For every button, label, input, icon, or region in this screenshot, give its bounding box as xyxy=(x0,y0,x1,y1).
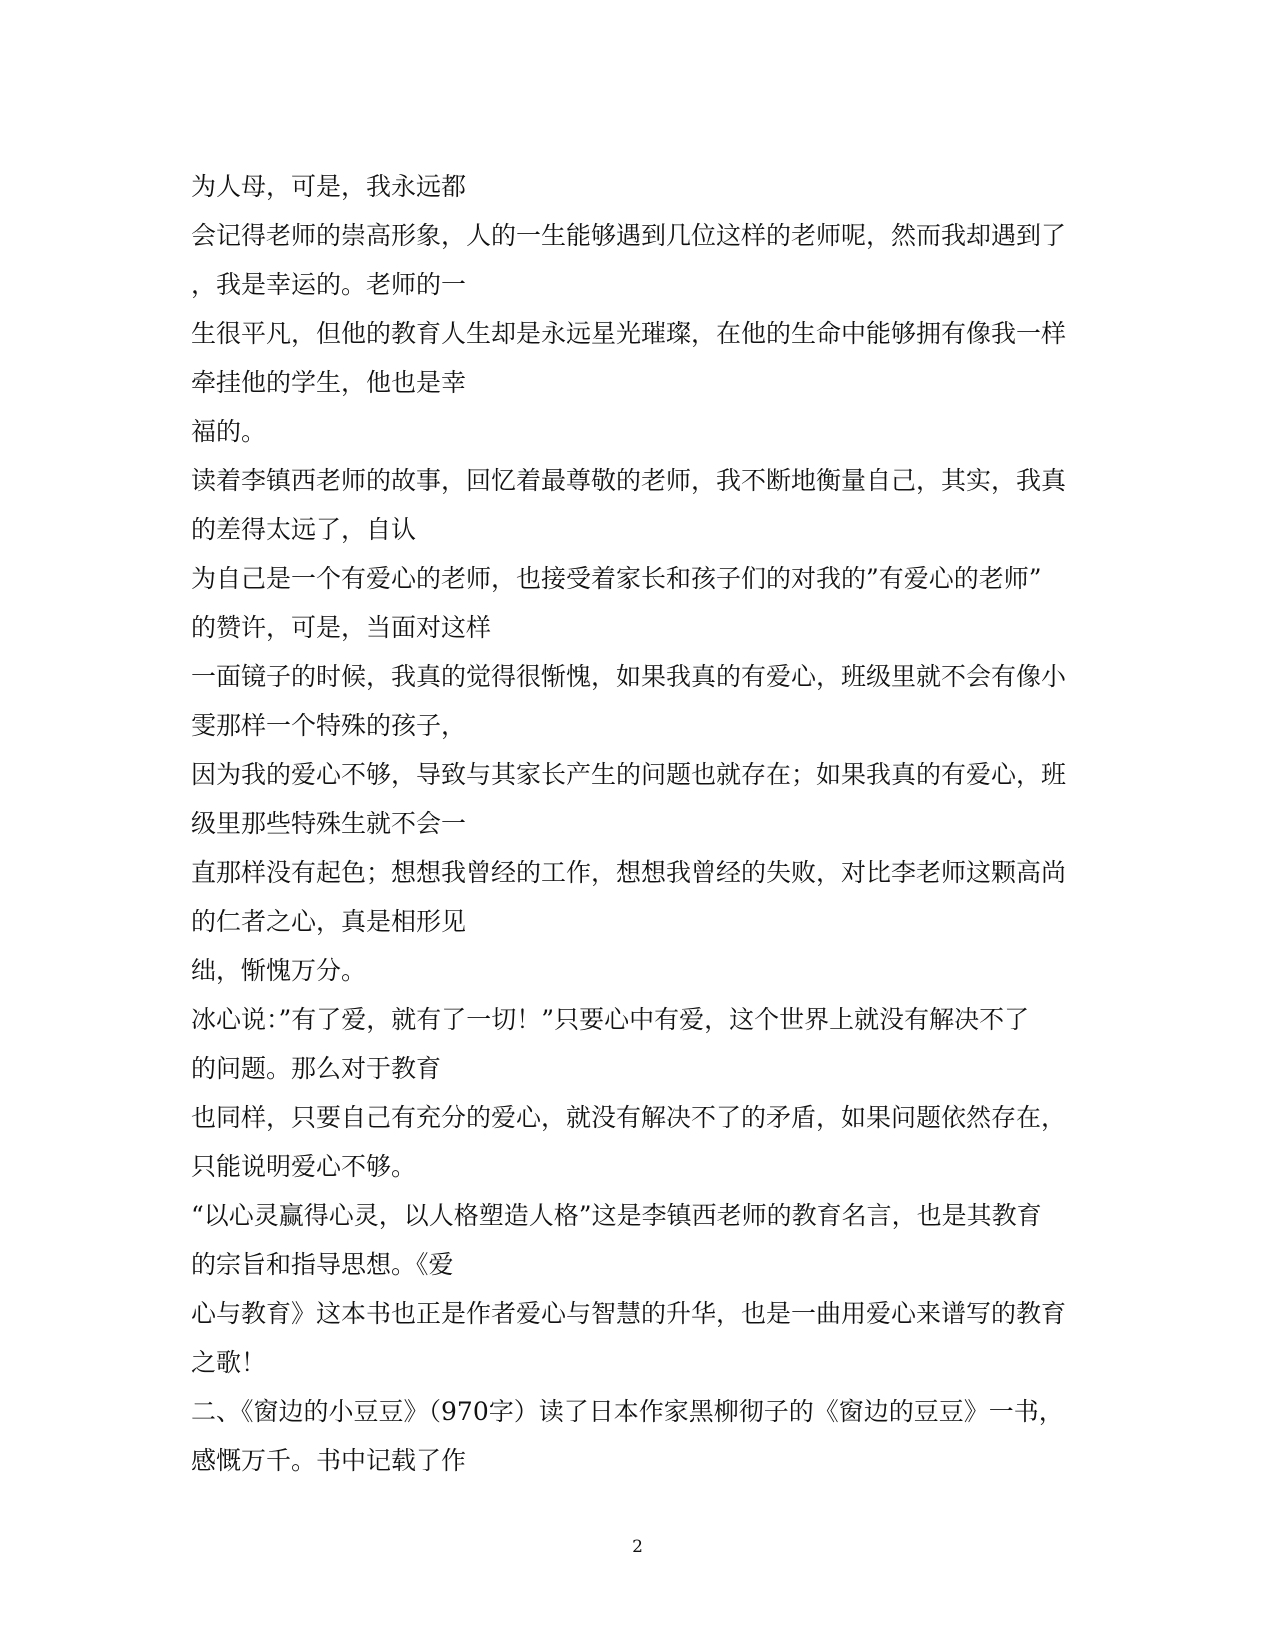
text-line: 的差得太远了，自认 xyxy=(191,515,417,544)
text-line: “以心灵赢得心灵，以人格塑造人格”这是李镇西老师的教育名言，也是其教育 xyxy=(191,1201,1042,1230)
text-line: 生很平凡，但他的教育人生却是永远星光璀璨，在他的生命中能够拥有像我一样 xyxy=(191,319,1067,348)
text-line: 之歌！ xyxy=(191,1348,267,1377)
text-line: 只能说明爱心不够。 xyxy=(191,1152,417,1181)
page-number: 2 xyxy=(632,1537,643,1557)
text-line: 的仁者之心，真是相形见 xyxy=(191,907,467,936)
text-line: 雯那样一个特殊的孩子， xyxy=(191,711,467,740)
text-line: 心与教育》这本书也正是作者爱心与智慧的升华，也是一曲用爱心来谱写的教育 xyxy=(191,1299,1067,1328)
text-line: 会记得老师的崇高形象，人的一生能够遇到几位这样的老师呢，然而我却遇到了 xyxy=(191,221,1067,250)
text-line: 级里那些特殊生就不会一 xyxy=(191,809,467,838)
text-line: 一面镜子的时候，我真的觉得很惭愧，如果我真的有爱心，班级里就不会有像小 xyxy=(191,662,1067,691)
text-line: 的问题。那么对于教育 xyxy=(191,1054,442,1083)
text-line: 的赞许，可是，当面对这样 xyxy=(191,613,492,642)
text-line: 直那样没有起色；想想我曾经的工作，想想我曾经的失败，对比李老师这颗高尚 xyxy=(191,858,1067,887)
text-line: 感慨万千。书中记载了作 xyxy=(191,1446,467,1475)
text-line: 为人母，可是，我永远都 xyxy=(191,172,467,201)
text-line: 二、《窗边的小豆豆》（970字）读了日本作家黑柳彻子的《窗边的豆豆》一书， xyxy=(191,1397,1064,1426)
text-line: 的宗旨和指导思想。《爱 xyxy=(191,1250,454,1279)
text-line: 为自己是一个有爱心的老师，也接受着家长和孩子们的对我的”有爱心的老师” xyxy=(191,564,1042,593)
text-line: 读着李镇西老师的故事，回忆着最尊敬的老师，我不断地衡量自己，其实，我真 xyxy=(191,466,1067,495)
text-line: ，我是幸运的。老师的一 xyxy=(191,270,467,299)
text-line: 也同样，只要自己有充分的爱心，就没有解决不了的矛盾，如果问题依然存在， xyxy=(191,1103,1067,1132)
text-line: 因为我的爱心不够，导致与其家长产生的问题也就存在；如果我真的有爱心，班 xyxy=(191,760,1067,789)
body-text xyxy=(191,162,1071,1485)
text-line: 福的。 xyxy=(191,417,267,446)
text-line: 冰心说：”有了爱，就有了一切！”只要心中有爱，这个世界上就没有解决不了 xyxy=(191,1005,1030,1034)
text-line: 牵挂他的学生，他也是幸 xyxy=(191,368,467,397)
text-line: 绌，惭愧万分。 xyxy=(191,956,367,985)
